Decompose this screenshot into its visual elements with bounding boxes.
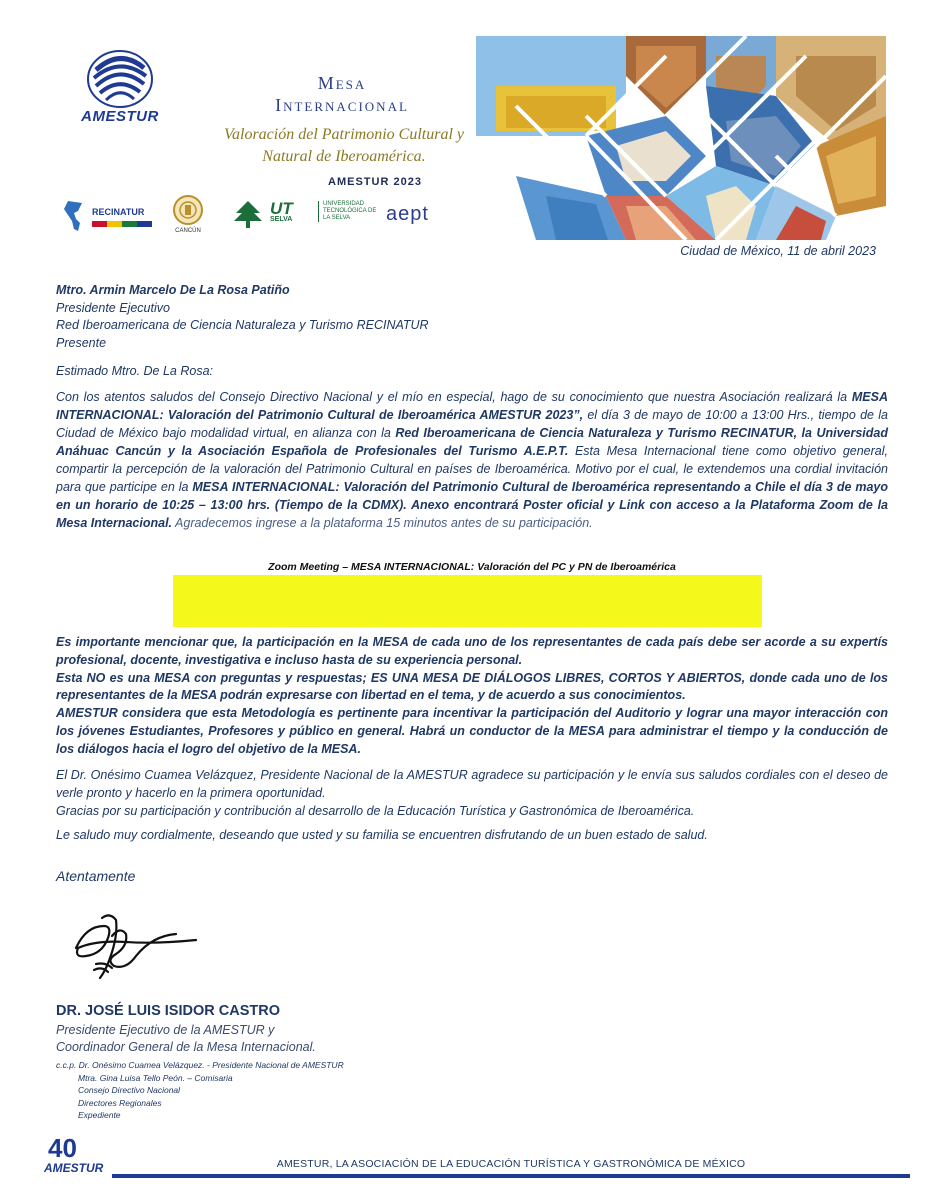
recipient-name: Mtro. Armin Marcelo De La Rosa Patiño [56,283,290,297]
closing-p3: Le saludo muy cordialmente, deseando que usted y su familia se encuentren disfrutando de un buen estado de salud. [56,828,708,842]
ccp-item: Directores Regionales [78,1097,162,1108]
methodology-p2: Esta NO es una MESA con preguntas y respuestas; ES UNA MESA DE DIÁLOGOS LIBRES, CORTOS Y ABIERTOS, donde cada uno de los representantes de la MESA podrán expresarse con libertad en el tema, y de acuerdo a sus conocimientos. [56,670,888,703]
heritage-collage-image [476,36,886,240]
tree-icon [230,199,266,229]
mesa-subtitle-line2: Natural de Iberoamérica. [262,148,426,165]
anahuac-logo [170,195,206,239]
recinatur-logo-text: RECINATUR [92,207,145,217]
recipient-org: Red Iberoamericana de Ciencia Naturaleza y Turismo RECINATUR [56,318,429,332]
mesa-subtitle-line1: Valoración del Patrimonio Cultural y [224,126,464,143]
signer-title [56,1022,316,1056]
recipient-block [56,282,429,352]
closing-p2: Gracias por su participación y contribución al desarrollo de la Educación Turística y Gastronómica de Iberoamérica. [56,804,695,818]
aept-logo-text: aept [386,203,429,225]
p1-part-a: Con los atentos saludos del Consejo Directivo Nacional y el mío en especial, hago de su conocimiento que nuestra Asociación realizará la [56,390,852,404]
methodology-p3: AMESTUR considera que esta Metodología es pertinente para incentivar la participación del Auditorio y lograr una mayor interacción con los jóvenes Estudiantes, Profesores y público en general. Habrá un conductor de la MESA para administrar el tiempo y la conducción de los diálogos hacia el logro del objetivo de la MESA. [56,706,888,756]
footer-rule [112,1174,910,1178]
ut-selva-logo [230,199,377,229]
aept-logo [380,201,460,227]
ccp-item: c.c.p. Dr. Onésimo Cuamea Velázquez. - Presidente Nacional de AMESTUR [56,1060,344,1070]
anahuac-logo-text: CANCÚN [175,228,201,234]
amestur-logo-text: AMESTUR [81,108,159,125]
ccp-item: Consejo Directivo Nacional [78,1085,181,1096]
signature-image [56,896,206,992]
letter-date: Ciudad de México, 11 de abril 2023 [680,244,876,258]
heritage-photo-collage [476,36,886,240]
recinatur-logo [62,199,154,233]
ccp-item: Mtra. Gina Luisa Tello Peón. – Comisaria [78,1072,233,1083]
amestur-logo [66,50,174,132]
handwritten-signature [56,896,206,992]
p1-part-c: el día 3 de mayo de 10:00 a 13:00 Hrs., tiempo de la Ciudad de México bajo modalidad virtual, en alianza con la [56,408,889,440]
ut-full-name: UNIVERSIDAD TECNOLÓGICA DE LA SELVA [318,201,378,222]
greeting: Estimado Mtro. De La Rosa: [56,364,214,378]
ut-logo-text: UT [270,199,293,218]
recipient-presente: Presente [56,335,107,350]
recipient-role: Presidente Ejecutivo [56,300,170,315]
p1-part-f: MESA INTERNACIONAL: Valoración del Patrimonio Cultural de Iberoamérica representando a Chile el día 3 de mayo en un horario de 10:25 – 13:00 hrs. (Tiempo de la CDMX). Anexo encontrará Poster oficial y Link con acceso a la Plataforma Zoom de la Mesa Internacional. [56,480,888,530]
mesa-title [248,72,436,116]
closing-p1: El Dr. Onésimo Cuamea Velázquez, Presidente Nacional de la AMESTUR agradece su participación y le envía sus saludos cordiales con el deseo de verle pronto y hacerlo en la primera oportunidad. [56,768,888,800]
amestur-emblem-icon [66,50,174,110]
p1-part-b: MESA INTERNACIONAL: Valoración del Patrimonio Cultural de Iberoamérica AMESTUR 2023”, [56,390,888,422]
methodology-block [56,634,888,759]
p1-part-d: Red Iberoamericana de Ciencia Naturaleza y Turismo RECINATUR, la Universidad Anáhuac Cancún y la Asociación Española de Profesionales del Turismo A.E.P.T. [56,426,888,458]
invitation-paragraph [56,388,888,532]
footer-logo-text: AMESTUR [44,1161,104,1175]
anahuac-seal-icon [170,195,206,227]
closing-block [56,766,888,844]
mesa-title-line1: Mesa [317,73,367,93]
signer-name: DR. JOSÉ LUIS ISIDOR CASTRO [56,1003,280,1019]
footer-logo-number: 40 [48,1133,77,1163]
zoom-meeting-label: Zoom Meeting – MESA INTERNACIONAL: Valoración del PC y PN de Iberoamérica [268,561,676,573]
footer-text: AMESTUR, LA ASOCIACIÓN DE LA EDUCACIÓN TURÍSTICA Y GASTRONÓMICA DE MÉXICO [276,1158,746,1170]
mesa-title-line2: Internacional [275,95,409,115]
signer-title-line1: Presidente Ejecutivo de la AMESTUR y [56,1023,275,1037]
flag-stripes-icon [92,221,152,227]
mesa-edition: AMESTUR 2023 [328,176,422,188]
partner-logos [62,195,462,240]
ccp-list [56,1059,344,1122]
ut-selva-text: SELVA [270,216,293,223]
americas-map-icon [62,199,92,233]
p1-part-e: Esta Mesa Internacional tiene como objetivo general, compartir la percepción de la valoración del Patrimonio Cultural en países de Iberoamérica. Motivo por el cual, le extendemos una cordial invitación para que participe en la [56,444,888,494]
p1-part-g: Agradecemos ingrese a la plataforma 15 minutos antes de su participación. [172,516,593,530]
footer-40-anniversary-logo [34,1133,110,1179]
mesa-subtitle [214,124,474,168]
zoom-link-highlight [173,575,762,627]
ccp-item: Expediente [78,1110,121,1121]
methodology-p1: Es importante mencionar que, la participación en la MESA de cada uno de los representantes de cada país debe ser acorde a su expertís profesional, docente, investigativa e incluso hasta de su experiencia personal. [56,635,888,667]
signer-title-line2: Coordinador General de la Mesa Internacional. [56,1040,316,1054]
atentamente: Atentamente [56,868,136,884]
